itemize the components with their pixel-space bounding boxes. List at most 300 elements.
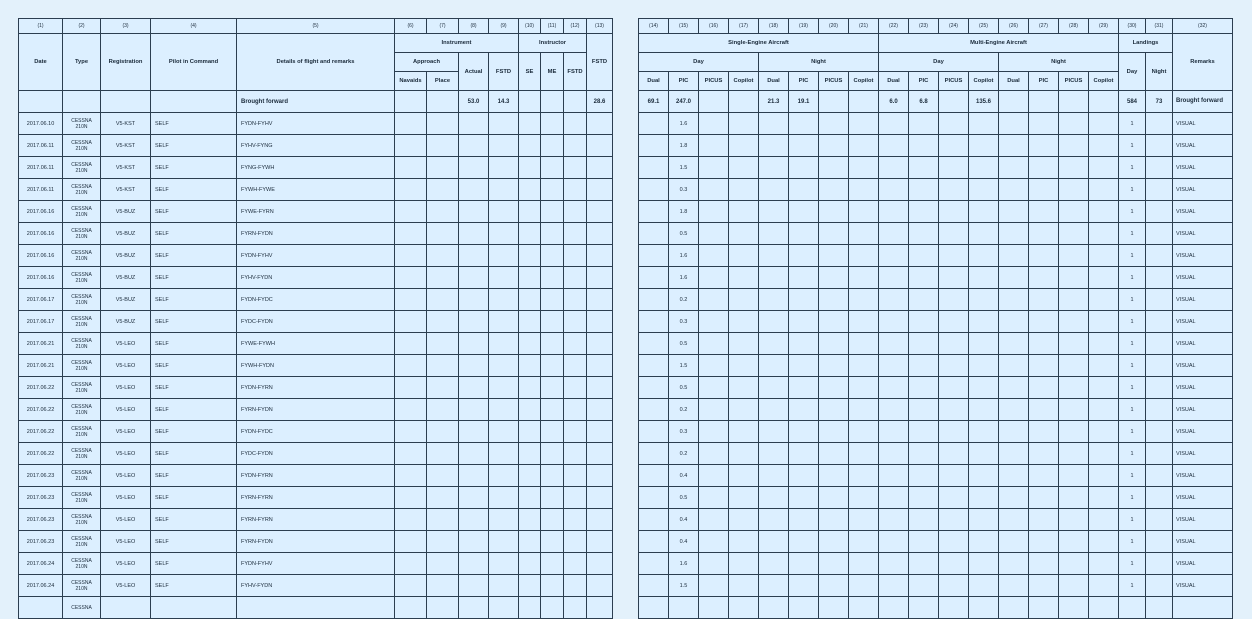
cell-empty — [427, 509, 459, 531]
cell-landings-night — [1146, 355, 1173, 377]
cell-empty — [564, 509, 587, 531]
cell-empty — [909, 135, 939, 157]
cell-empty — [587, 333, 613, 355]
cell-empty — [1089, 487, 1119, 509]
cell-landings-day: 1 — [1119, 575, 1146, 597]
cell-remarks: VISUAL — [1173, 355, 1233, 377]
cell-aircraft-type — [63, 135, 101, 157]
cell-empty — [564, 531, 587, 553]
col-number: (24) — [939, 19, 969, 34]
cell-remarks: VISUAL — [1173, 113, 1233, 135]
cell-landings-day: 1 — [1119, 487, 1146, 509]
cell-details: FYHV-FYNG — [237, 135, 395, 157]
cell-registration: V5-LEO — [101, 333, 151, 355]
cell-empty — [1029, 553, 1059, 575]
cell-aircraft-type — [63, 509, 101, 531]
cell-empty — [759, 399, 789, 421]
cell-aircraft-type — [63, 289, 101, 311]
cell-empty — [939, 333, 969, 355]
cell-empty — [587, 597, 613, 619]
cell-empty — [587, 487, 613, 509]
cell-empty — [564, 311, 587, 333]
cell-empty — [427, 575, 459, 597]
subheader-copilot: Copilot — [969, 72, 999, 91]
cell-date: 2017.06.17 — [19, 311, 63, 333]
col-number: (19) — [789, 19, 819, 34]
cell-empty — [939, 553, 969, 575]
cell-empty — [427, 377, 459, 399]
header-instructor: Instructor — [519, 34, 587, 53]
col-number: (15) — [669, 19, 699, 34]
subheader-copilot: Copilot — [849, 72, 879, 91]
cell-empty — [789, 289, 819, 311]
cell-empty — [939, 509, 969, 531]
cell-empty — [699, 113, 729, 135]
cell-empty — [427, 421, 459, 443]
bf-fstd-total: 28.6 — [587, 91, 613, 113]
cell-empty — [699, 333, 729, 355]
cell-empty — [789, 355, 819, 377]
cell-empty — [564, 201, 587, 223]
cell-empty — [639, 223, 669, 245]
cell-landings-night — [1146, 377, 1173, 399]
cell-empty — [489, 135, 519, 157]
table-row — [19, 399, 613, 421]
cell-registration: V5-LEO — [101, 465, 151, 487]
cell-empty — [519, 113, 541, 135]
cell-landings-day: 1 — [1119, 355, 1146, 377]
subheader-dual: Dual — [759, 72, 789, 91]
cell-empty — [639, 509, 669, 531]
cell-empty — [909, 487, 939, 509]
cell-empty — [489, 223, 519, 245]
cell-empty — [939, 201, 969, 223]
cell-landings-day: 1 — [1119, 443, 1146, 465]
cell-empty — [969, 311, 999, 333]
cell-empty — [909, 179, 939, 201]
cell-empty — [969, 179, 999, 201]
cell-empty — [849, 201, 879, 223]
cell-aircraft-type — [63, 311, 101, 333]
cell-empty — [639, 377, 669, 399]
cell-landings-day: 1 — [1119, 377, 1146, 399]
cell-remarks: VISUAL — [1173, 487, 1233, 509]
aircraft-model: 210N — [75, 585, 88, 592]
cell-empty — [564, 575, 587, 597]
cell-empty — [849, 575, 879, 597]
cell-empty — [789, 575, 819, 597]
cell-empty — [395, 575, 427, 597]
cell-empty — [459, 553, 489, 575]
table-row — [19, 553, 613, 575]
cell-empty — [564, 355, 587, 377]
cell-empty — [819, 377, 849, 399]
cell-empty — [541, 377, 564, 399]
cell-empty — [849, 443, 879, 465]
cell-empty — [819, 597, 849, 619]
aircraft-model: 210N — [75, 409, 88, 416]
cell-empty — [395, 311, 427, 333]
cell-details: FYWE-FYWH — [237, 333, 395, 355]
cell-date: 2017.06.22 — [19, 377, 63, 399]
header-instructor-fstd: FSTD — [564, 53, 587, 91]
cell-empty — [729, 399, 759, 421]
cell-empty — [541, 531, 564, 553]
cell-empty — [759, 245, 789, 267]
aircraft-make: CESSNA — [71, 491, 92, 498]
cell-empty — [1059, 223, 1089, 245]
cell-empty — [879, 487, 909, 509]
cell-empty — [541, 421, 564, 443]
table-row — [639, 333, 1233, 355]
cell-empty — [489, 333, 519, 355]
col-number: (14) — [639, 19, 669, 34]
cell-empty — [939, 157, 969, 179]
cell-empty — [909, 355, 939, 377]
cell-empty — [789, 531, 819, 553]
cell-empty — [999, 597, 1029, 619]
bf-cell: 247.0 — [669, 91, 699, 113]
cell-empty — [489, 421, 519, 443]
cell-empty — [519, 597, 541, 619]
cell-empty — [699, 311, 729, 333]
cell-empty — [459, 487, 489, 509]
cell-se-day-pic: 0.4 — [669, 509, 699, 531]
cell-empty — [541, 465, 564, 487]
cell-empty — [759, 487, 789, 509]
col-number: (25) — [969, 19, 999, 34]
header-se-day: Day — [639, 53, 759, 72]
cell-landings-day: 1 — [1119, 421, 1146, 443]
cell-empty — [1089, 289, 1119, 311]
cell-details: FYRN-FYRN — [237, 487, 395, 509]
cell-date: 2017.06.11 — [19, 179, 63, 201]
col-number: (8) — [459, 19, 489, 34]
cell-pilot: SELF — [151, 421, 237, 443]
cell-empty — [564, 113, 587, 135]
cell-aircraft-type — [63, 223, 101, 245]
cell-empty — [789, 421, 819, 443]
cell-aircraft-type — [63, 355, 101, 377]
cell-remarks: VISUAL — [1173, 531, 1233, 553]
bf-cell: 135.6 — [969, 91, 999, 113]
header-date: Date — [19, 34, 63, 91]
cell-empty — [969, 421, 999, 443]
bf-cell — [699, 91, 729, 113]
cell-empty — [564, 223, 587, 245]
cell-empty — [759, 113, 789, 135]
cell-empty — [519, 355, 541, 377]
cell-empty — [489, 113, 519, 135]
cell-landings-day: 1 — [1119, 223, 1146, 245]
cell-empty — [879, 509, 909, 531]
aircraft-make: CESSNA — [71, 359, 92, 366]
right-column-numbers — [639, 19, 1233, 34]
cell-se-day-pic: 0.5 — [669, 333, 699, 355]
cell-registration: V5-BUZ — [101, 311, 151, 333]
cell-empty — [1059, 245, 1089, 267]
cell-empty — [699, 443, 729, 465]
cell-empty — [819, 399, 849, 421]
cell-aircraft-type — [63, 531, 101, 553]
cell-empty — [939, 179, 969, 201]
cell-se-day-pic: 1.6 — [669, 113, 699, 135]
cell-aircraft-type — [63, 333, 101, 355]
cell-empty — [541, 157, 564, 179]
table-row — [639, 575, 1233, 597]
cell-empty — [541, 289, 564, 311]
cell-empty — [541, 443, 564, 465]
cell-empty — [759, 421, 789, 443]
cell-landings-night — [1146, 575, 1173, 597]
aircraft-make: CESSNA — [71, 579, 92, 586]
cell-empty — [969, 355, 999, 377]
cell-pilot: SELF — [151, 333, 237, 355]
cell-empty — [1089, 553, 1119, 575]
cell-empty — [729, 355, 759, 377]
cell-empty — [519, 553, 541, 575]
cell-empty — [519, 223, 541, 245]
table-row — [19, 487, 613, 509]
cell-empty — [969, 333, 999, 355]
cell-empty — [1059, 421, 1089, 443]
cell-empty — [541, 201, 564, 223]
table-row — [19, 421, 613, 443]
table-row — [639, 399, 1233, 421]
cell-registration: V5-LEO — [101, 575, 151, 597]
header-pilot-in-command: Pilot in Command — [151, 34, 237, 91]
cell-empty — [1089, 421, 1119, 443]
cell-empty — [699, 201, 729, 223]
cell-date: 2017.06.23 — [19, 465, 63, 487]
cell-empty — [849, 333, 879, 355]
cell-empty — [427, 443, 459, 465]
cell-remarks: VISUAL — [1173, 399, 1233, 421]
cell-empty — [789, 201, 819, 223]
cell-empty — [729, 223, 759, 245]
table-row — [19, 377, 613, 399]
table-row — [19, 531, 613, 553]
cell-empty — [587, 531, 613, 553]
col-number: (5) — [237, 19, 395, 34]
cell-date: 2017.06.22 — [19, 399, 63, 421]
aircraft-make: CESSNA — [71, 447, 92, 454]
cell-empty — [729, 157, 759, 179]
cell-empty — [999, 443, 1029, 465]
cell-aircraft-type — [63, 113, 101, 135]
cell-empty — [639, 311, 669, 333]
right-logbook-table — [638, 18, 1233, 619]
col-number: (6) — [395, 19, 427, 34]
col-number: (10) — [519, 19, 541, 34]
table-row — [639, 311, 1233, 333]
cell-empty — [879, 597, 909, 619]
aircraft-make: CESSNA — [71, 403, 92, 410]
cell-empty — [489, 245, 519, 267]
cell-empty — [849, 311, 879, 333]
header-instrument: Instrument — [395, 34, 519, 53]
cell-landings-day: 1 — [1119, 531, 1146, 553]
cell-empty — [1089, 333, 1119, 355]
cell-registration — [101, 597, 151, 619]
cell-empty — [427, 223, 459, 245]
cell-empty — [999, 421, 1029, 443]
cell-pilot: SELF — [151, 355, 237, 377]
table-row — [639, 509, 1233, 531]
cell-empty — [699, 465, 729, 487]
cell-remarks — [1173, 597, 1233, 619]
cell-pilot: SELF — [151, 179, 237, 201]
cell-empty — [459, 157, 489, 179]
cell-aircraft-type — [63, 487, 101, 509]
cell-empty — [909, 399, 939, 421]
cell-empty — [999, 399, 1029, 421]
cell-aircraft-type — [63, 267, 101, 289]
cell-empty — [879, 399, 909, 421]
cell-registration: V5-LEO — [101, 553, 151, 575]
cell-empty — [489, 267, 519, 289]
cell-empty — [789, 157, 819, 179]
table-row — [639, 157, 1233, 179]
table-row — [19, 355, 613, 377]
cell-empty — [1059, 333, 1089, 355]
cell-empty — [789, 597, 819, 619]
cell-empty — [969, 245, 999, 267]
cell-empty — [729, 135, 759, 157]
table-row — [639, 267, 1233, 289]
cell-empty — [427, 553, 459, 575]
cell-landings-night — [1146, 289, 1173, 311]
cell-empty — [729, 179, 759, 201]
brought-forward-label: Brought forward — [237, 91, 395, 113]
cell-empty — [1029, 355, 1059, 377]
cell-empty — [519, 509, 541, 531]
cell-empty — [459, 135, 489, 157]
cell-empty — [395, 355, 427, 377]
cell-se-day-pic: 0.5 — [669, 377, 699, 399]
cell-empty — [587, 245, 613, 267]
cell-empty — [489, 553, 519, 575]
cell-landings-night — [1146, 179, 1173, 201]
header-landings-night: Night — [1146, 53, 1173, 91]
cell-empty — [999, 465, 1029, 487]
cell-empty — [879, 553, 909, 575]
cell-empty — [879, 421, 909, 443]
cell-empty — [1089, 465, 1119, 487]
header-me: ME — [541, 53, 564, 91]
cell-landings-day: 1 — [1119, 509, 1146, 531]
cell-date: 2017.06.16 — [19, 223, 63, 245]
cell-registration: V5-LEO — [101, 355, 151, 377]
cell-landings-night — [1146, 421, 1173, 443]
cell-empty — [999, 267, 1029, 289]
cell-empty — [699, 135, 729, 157]
cell-landings-day: 1 — [1119, 399, 1146, 421]
table-row — [639, 223, 1233, 245]
cell-empty — [395, 377, 427, 399]
cell-empty — [759, 575, 789, 597]
cell-empty — [1059, 377, 1089, 399]
cell-empty — [519, 465, 541, 487]
logbook-right-page — [638, 18, 1232, 619]
table-row — [639, 201, 1233, 223]
cell-empty — [789, 465, 819, 487]
cell-empty — [909, 113, 939, 135]
cell-empty — [849, 157, 879, 179]
header-details: Details of flight and remarks — [237, 34, 395, 91]
cell-empty — [819, 113, 849, 135]
aircraft-make: CESSNA — [71, 183, 92, 190]
cell-remarks: VISUAL — [1173, 267, 1233, 289]
cell-empty — [395, 267, 427, 289]
cell-landings-day: 1 — [1119, 201, 1146, 223]
cell-pilot — [151, 597, 237, 619]
cell-details: FYDN-FYRN — [237, 377, 395, 399]
cell-empty — [639, 465, 669, 487]
cell-empty — [489, 179, 519, 201]
cell-details: FYRN-FYDN — [237, 399, 395, 421]
cell-empty — [759, 553, 789, 575]
cell-se-day-pic: 1.6 — [669, 245, 699, 267]
cell-empty — [395, 597, 427, 619]
cell-empty — [489, 355, 519, 377]
header-registration: Registration — [101, 34, 151, 91]
table-row — [19, 575, 613, 597]
aircraft-model: 210N — [75, 563, 88, 570]
cell-empty — [395, 157, 427, 179]
cell-registration: V5-KST — [101, 135, 151, 157]
cell-date: 2017.06.10 — [19, 113, 63, 135]
cell-date — [19, 597, 63, 619]
cell-empty — [427, 333, 459, 355]
cell-empty — [541, 135, 564, 157]
cell-empty — [819, 553, 849, 575]
cell-remarks: VISUAL — [1173, 223, 1233, 245]
cell-empty — [459, 289, 489, 311]
table-row — [19, 443, 613, 465]
cell-empty — [1089, 201, 1119, 223]
cell-landings-night — [1146, 135, 1173, 157]
cell-empty — [789, 113, 819, 135]
cell-empty — [564, 333, 587, 355]
cell-empty — [849, 179, 879, 201]
table-row — [639, 179, 1233, 201]
cell-empty — [999, 377, 1029, 399]
cell-empty — [519, 487, 541, 509]
cell-landings-day: 1 — [1119, 311, 1146, 333]
cell-empty — [1029, 157, 1059, 179]
cell-registration: V5-KST — [101, 179, 151, 201]
cell-empty — [729, 421, 759, 443]
cell-empty — [459, 245, 489, 267]
cell-empty — [729, 443, 759, 465]
cell-empty — [759, 135, 789, 157]
table-row — [19, 245, 613, 267]
cell-date: 2017.06.16 — [19, 245, 63, 267]
cell-empty — [519, 267, 541, 289]
cell-empty — [999, 135, 1029, 157]
subheader-dual: Dual — [639, 72, 669, 91]
cell-empty — [909, 223, 939, 245]
cell-empty — [879, 311, 909, 333]
cell-empty — [819, 421, 849, 443]
cell-date: 2017.06.21 — [19, 355, 63, 377]
cell-empty — [729, 575, 759, 597]
cell-remarks: VISUAL — [1173, 377, 1233, 399]
header-type: Type — [63, 34, 101, 91]
cell-empty — [541, 509, 564, 531]
cell-empty — [819, 289, 849, 311]
